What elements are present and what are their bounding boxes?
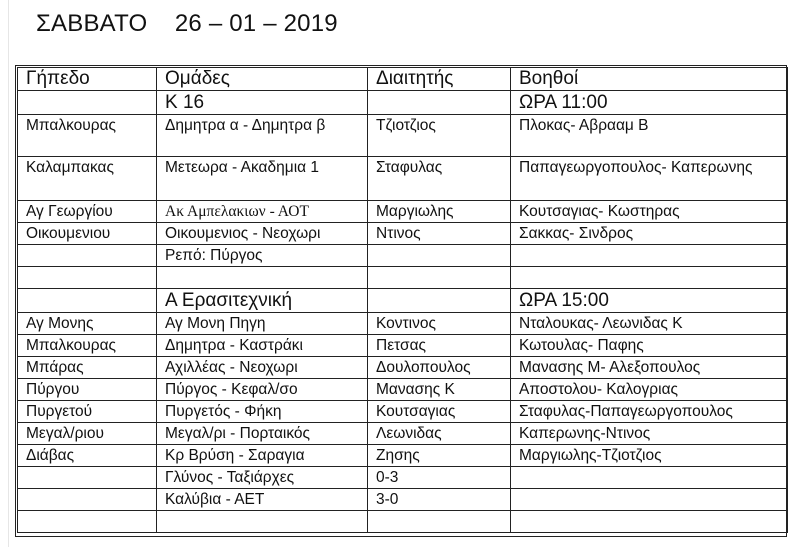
assistants-cell: Σακκας- Σινδρος [511,223,788,245]
table-row [18,379,788,401]
assistants-cell [511,489,788,511]
table-row [18,223,788,245]
referee-cell: Δουλοπουλος [368,357,511,379]
table-row [18,313,788,335]
teams-cell: Μετεωρα - Ακαδημια 1 [157,157,368,201]
venue-cell: Αγ Γεωργίου [18,201,157,223]
assistants-cell: Μαργιωλης-Τζιοτζιος [511,445,788,467]
referee-cell: Μανασης Κ [368,379,511,401]
table-row [18,115,788,157]
assistants-cell: Σταφυλας-Παπαγεωργοπουλος [511,401,788,423]
teams-cell: Αγ Μονη Πηγη [157,313,368,335]
teams-cell: Οικουμενιος - Νεοχωρι [157,223,368,245]
teams-cell: Καλύβια - ΑΕΤ [157,489,368,511]
teams-cell: Κρ Βρύση - Σαραγια [157,445,368,467]
referee-cell: Κοντινος [368,313,511,335]
column-header-teams: Ομάδες [157,68,368,91]
assistants-cell: Νταλουκας- Λεωνιδας Κ [511,313,788,335]
assistants-cell: Μανασης Μ- Αλεξοπουλος [511,357,788,379]
table-row [18,401,788,423]
assistants-cell: Κωτουλας- Παφης [511,335,788,357]
venue-cell: Μπαλκουρας [18,335,157,357]
teams-cell: Πύργος - Κεφαλ/σο [157,379,368,401]
assistants-cell [511,467,788,489]
column-header-referee: Διαιτητής [368,68,511,91]
venue-cell [18,245,157,267]
referee-cell: Κουτσαγιας [368,401,511,423]
table-row [18,335,788,357]
section-header-row [18,91,788,115]
page-edge-line [8,0,9,547]
spacer-row [18,511,788,533]
venue-cell [18,489,157,511]
referee-cell: Σταφυλας [368,157,511,201]
venue-cell: Οικουμενιου [18,223,157,245]
teams-cell: Αχιλλέας - Νεοχωρι [157,357,368,379]
section-label: Κ 16 [157,91,368,115]
section-header-row [18,289,788,313]
venue-cell: Αγ Μονης [18,313,157,335]
column-header-assistants: Βοηθοί [511,68,788,91]
referee-cell [368,245,511,267]
column-header-venue: Γήπεδο [18,68,157,91]
teams-cell: Μεγαλ/ρι - Πορταικός [157,423,368,445]
venue-cell: Μπάρας [18,357,157,379]
schedule-table [17,67,788,533]
header-row [18,68,788,91]
venue-cell [18,467,157,489]
assistants-cell: Πλοκας- Αβρααμ Β [511,115,788,157]
table-row [18,489,788,511]
venue-cell: Μεγαλ/ριου [18,423,157,445]
venue-cell: Καλαμπακας [18,157,157,201]
venue-cell: Μπαλκουρας [18,115,157,157]
table-row [18,357,788,379]
table-row [18,467,788,489]
referee-cell: Πετσας [368,335,511,357]
section-label: Α Ερασιτεχνική [157,289,368,313]
table-row [18,245,788,267]
teams-cell: Δημητρα α - Δημητρα β [157,115,368,157]
referee-cell: Τζιοτζιος [368,115,511,157]
table-row [18,445,788,467]
section-time: ΩΡΑ 15:00 [511,289,788,313]
page-title: ΣΑΒΒΑΤΟ 26 – 01 – 2019 [36,10,338,37]
assistants-cell: Καπερωνης-Ντινος [511,423,788,445]
table-row [18,201,788,223]
teams-cell: Ακ Αμπελακιων - ΑΟΤ [157,201,368,223]
table-row [18,157,788,201]
referee-cell: Λεωνιδας [368,423,511,445]
assistants-cell: Παπαγεωργοπουλος- Καπερωνης [511,157,788,201]
referee-cell: Μαργιωλης [368,201,511,223]
referee-cell: 3-0 [368,489,511,511]
assistants-cell: Κουτσαγιας- Κωστηρας [511,201,788,223]
table-row [18,423,788,445]
referee-cell: Ζησης [368,445,511,467]
venue-cell: Διάβας [18,445,157,467]
teams-cell: Πυργετός - Φήκη [157,401,368,423]
teams-cell: Δημητρα - Καστράκι [157,335,368,357]
venue-cell: Πύργου [18,379,157,401]
assistants-cell: Αποστολου- Καλογριας [511,379,788,401]
teams-cell: Ρεπό: Πύργος [157,245,368,267]
referee-cell: 0-3 [368,467,511,489]
section-time: ΩΡΑ 11:00 [511,91,788,115]
teams-cell: Γλύνος - Ταξιάρχες [157,467,368,489]
assistants-cell [511,245,788,267]
venue-cell: Πυργετού [18,401,157,423]
referee-cell: Ντινος [368,223,511,245]
spacer-row [18,267,788,289]
